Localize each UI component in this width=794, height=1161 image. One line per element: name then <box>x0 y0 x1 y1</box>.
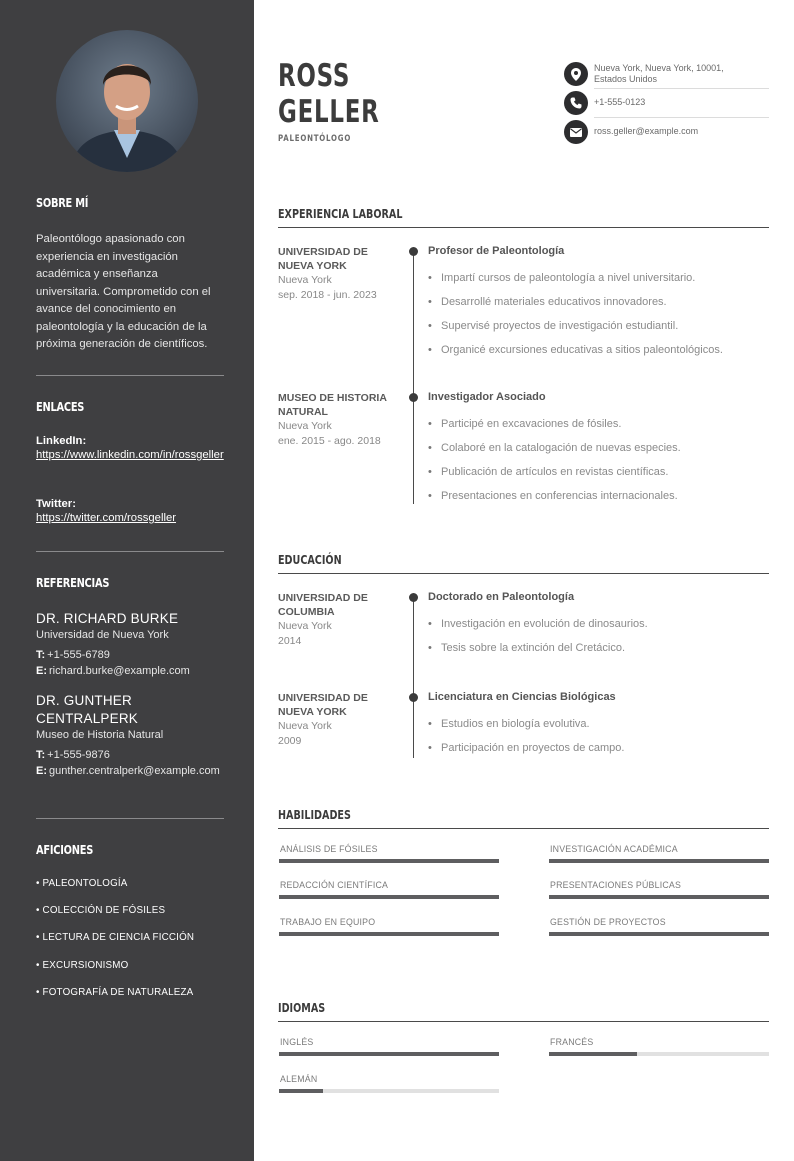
phone-text: +1-555-0123 <box>594 97 646 108</box>
timeline-dot <box>409 593 418 602</box>
references-section <box>36 576 224 590</box>
contact-email <box>564 120 769 144</box>
experience-meta <box>278 391 402 449</box>
language-label: INGLÉS <box>280 1037 314 1047</box>
skill-label: REDACCIÓN CIENTÍFICA <box>280 880 389 890</box>
skill-label: ANÁLISIS DE FÓSILES <box>280 844 378 854</box>
language-item <box>279 1037 499 1049</box>
location: Nueva York <box>278 720 332 732</box>
skill-bar-fill <box>279 895 499 899</box>
skill-label: INVESTIGACIÓN ACADÉMICA <box>550 844 678 854</box>
hobby-item: • COLECCIÓN DE FÓSILES <box>36 905 166 917</box>
skill-item <box>549 844 769 856</box>
location: Nueva York <box>278 620 332 632</box>
list-item: • Presentaciones en conferencias internacionales. <box>428 489 768 513</box>
organization: MUSEO DE HISTORIA NATURAL <box>278 392 387 418</box>
experience-meta <box>278 245 402 303</box>
timeline-line <box>413 597 414 758</box>
skill-bar <box>279 895 499 899</box>
sidebar-divider <box>36 551 224 552</box>
bullet-list <box>428 617 768 665</box>
reference-org: Museo de Historia Natural <box>36 729 164 741</box>
education-title: EDUCACIÓN <box>278 553 342 567</box>
skill-label: TRABAJO EN EQUIPO <box>280 917 376 927</box>
skill-bar-fill <box>279 859 499 863</box>
location: Nueva York <box>278 420 332 432</box>
role-title: Profesor de Paleontología <box>428 245 565 257</box>
skill-bar-fill <box>549 859 769 863</box>
about-section <box>36 196 224 210</box>
skill-bar <box>549 895 769 899</box>
skill-bar <box>549 859 769 863</box>
skill-bar <box>279 932 499 936</box>
reference-phone: +1-555-6789 <box>47 649 110 661</box>
degree-title: Licenciatura en Ciencias Biológicas <box>428 691 616 703</box>
bullet-list <box>428 717 768 765</box>
organization: UNIVERSIDAD DE COLUMBIA <box>278 592 368 618</box>
address-line: Nueva York, Nueva York, 10001, <box>594 62 724 73</box>
location-pin-icon <box>564 62 588 86</box>
skill-item <box>279 844 499 856</box>
phone-label: T: <box>36 649 46 661</box>
skill-bar <box>549 932 769 936</box>
email-label: E: <box>36 765 47 777</box>
about-text: Paleontólogo apasionado con experiencia en investigación académica y enseñanza universitaria. Comprometido con el avance del conocimiento en paleontología y la educación de la próxima generación de científicos. <box>36 233 211 350</box>
role-title: Investigador Asociado <box>428 391 546 403</box>
profile-photo <box>56 30 198 172</box>
section-rule <box>278 828 769 829</box>
reference-email: gunther.centralperk@example.com <box>49 765 220 777</box>
language-item <box>549 1037 769 1049</box>
list-item: • Publicación de artículos en revistas científicas. <box>428 465 768 489</box>
language-bar <box>279 1052 499 1056</box>
skill-item <box>549 917 769 929</box>
timeline-dot <box>409 247 418 256</box>
list-item: • Estudios en biología evolutiva. <box>428 717 768 741</box>
list-item: • Investigación en evolución de dinosaurios. <box>428 617 768 641</box>
hobbies-title: AFICIONES <box>36 843 94 857</box>
email-text: ross.geller@example.com <box>594 126 699 137</box>
language-label: FRANCÉS <box>550 1037 594 1047</box>
contact-phone <box>564 91 769 115</box>
twitter-link[interactable]: https://twitter.com/rossgeller <box>36 512 177 524</box>
references-title: REFERENCIAS <box>36 576 110 590</box>
list-item: • Organicé excursiones educativas a sitios paleontológicos. <box>428 343 768 367</box>
skill-item <box>279 880 499 892</box>
education-meta <box>278 691 402 749</box>
dates: 2014 <box>278 635 302 647</box>
languages-title: IDIOMAS <box>278 1001 326 1015</box>
sidebar <box>0 0 254 1161</box>
reference-email: richard.burke@example.com <box>49 665 190 677</box>
link-linkedin <box>36 435 224 463</box>
bullet-list <box>428 271 768 367</box>
dates: ene. 2015 - ago. 2018 <box>278 435 381 447</box>
hobby-item: • FOTOGRAFÍA DE NATURALEZA <box>36 986 194 998</box>
skill-label: PRESENTACIONES PÚBLICAS <box>550 880 682 890</box>
contact-divider <box>594 117 769 118</box>
first-name: ROSS <box>278 58 351 94</box>
link-label: Twitter: <box>36 498 76 510</box>
language-item <box>279 1074 499 1086</box>
hobby-item: • PALEONTOLOGÍA <box>36 878 128 889</box>
about-title: SOBRE MÍ <box>36 196 89 210</box>
language-bar-fill <box>549 1052 637 1056</box>
timeline-dot <box>409 393 418 402</box>
reference-phone: +1-555-9876 <box>47 749 110 761</box>
reference-item <box>36 610 224 679</box>
avatar <box>56 30 198 172</box>
phone-icon <box>564 91 588 115</box>
section-rule <box>278 227 769 228</box>
skill-bar-fill <box>279 932 499 936</box>
list-item: • Desarrollé materiales educativos innovadores. <box>428 295 768 319</box>
contact-address <box>564 62 769 86</box>
skill-item <box>279 917 499 929</box>
location: Nueva York <box>278 274 332 286</box>
address-line: Estados Unidos <box>594 74 658 84</box>
skill-bar-fill <box>549 895 769 899</box>
links-title: ENLACES <box>36 400 85 414</box>
education-meta <box>278 591 402 649</box>
reference-org: Universidad de Nueva York <box>36 629 169 641</box>
hobbies-section <box>36 843 224 857</box>
organization: UNIVERSIDAD DE NUEVA YORK <box>278 692 368 718</box>
skills-title: HABILIDADES <box>278 808 351 822</box>
hobbies-list <box>36 878 224 1014</box>
list-item: • Impartí cursos de paleontología a nivel universitario. <box>428 271 768 295</box>
list-item: • Participación en proyectos de campo. <box>428 741 768 765</box>
list-item: • Participé en excavaciones de fósiles. <box>428 417 768 441</box>
skill-bar-fill <box>549 932 769 936</box>
language-bar-fill <box>279 1052 499 1056</box>
list-item: • Supervisé proyectos de investigación estudiantil. <box>428 319 768 343</box>
timeline-line <box>413 251 414 504</box>
link-twitter <box>36 498 224 526</box>
skill-label: GESTIÓN DE PROYECTOS <box>550 917 666 927</box>
skill-bar <box>279 859 499 863</box>
list-item: • Tesis sobre la extinción del Cretácico. <box>428 641 768 665</box>
bullet-list <box>428 417 768 513</box>
language-bar-fill <box>279 1089 323 1093</box>
section-rule <box>278 1021 769 1022</box>
link-label: LinkedIn: <box>36 435 87 447</box>
dates: sep. 2018 - jun. 2023 <box>278 289 377 301</box>
last-name: GELLER <box>278 94 380 130</box>
hobby-item: • LECTURA DE CIENCIA FICCIÓN <box>36 932 195 944</box>
email-label: E: <box>36 665 47 677</box>
list-item: • Colaboré en la catalogación de nuevas especies. <box>428 441 768 465</box>
reference-name: DR. RICHARD BURKE <box>36 611 179 626</box>
links-section <box>36 400 224 414</box>
candidate-name <box>278 58 380 130</box>
organization: UNIVERSIDAD DE NUEVA YORK <box>278 246 368 272</box>
skill-item <box>549 880 769 892</box>
phone-label: T: <box>36 749 46 761</box>
linkedin-link[interactable]: https://www.linkedin.com/in/rossgeller <box>36 449 224 461</box>
reference-name: DR. GUNTHER CENTRALPERK <box>36 693 138 726</box>
timeline-dot <box>409 693 418 702</box>
job-title: PALEONTÓLOGO <box>278 134 352 144</box>
sidebar-divider <box>36 375 224 376</box>
envelope-icon <box>564 120 588 144</box>
contact-divider <box>594 88 769 89</box>
sidebar-divider <box>36 818 224 819</box>
reference-item <box>36 692 224 779</box>
experience-title: EXPERIENCIA LABORAL <box>278 207 403 221</box>
language-label: ALEMÁN <box>280 1074 318 1084</box>
language-bar <box>549 1052 769 1056</box>
section-rule <box>278 573 769 574</box>
language-bar <box>279 1089 499 1093</box>
dates: 2009 <box>278 735 302 747</box>
hobby-item: • EXCURSIONISMO <box>36 959 129 971</box>
degree-title: Doctorado en Paleontología <box>428 591 575 603</box>
